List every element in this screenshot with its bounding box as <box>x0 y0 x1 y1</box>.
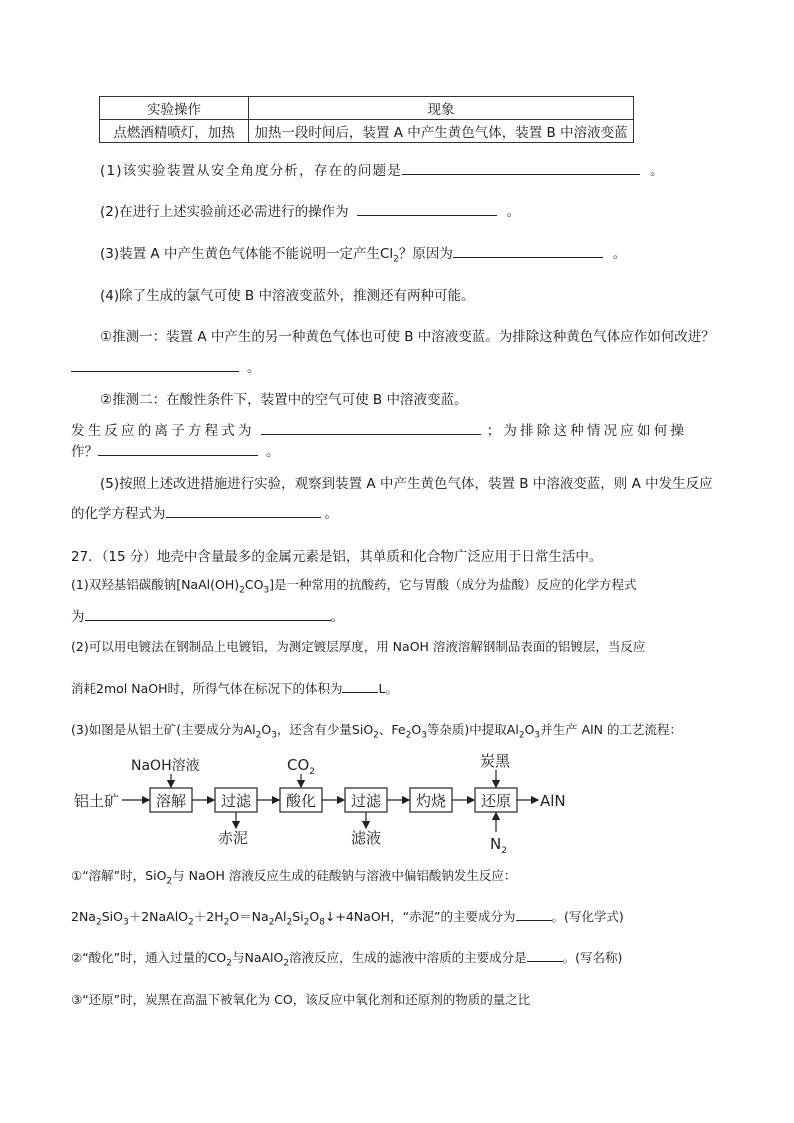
flow-step-label: 过滤 <box>350 792 382 810</box>
flow-output-filtrate: 滤液 <box>351 829 382 847</box>
question-text: ＋2H <box>193 909 224 924</box>
flow-step-label: 溶解 <box>155 792 187 810</box>
question-text: ↓+4NaOH，“赤泥”的主要成分为 <box>324 909 516 924</box>
question-27-1b <box>71 605 344 625</box>
period: 。 <box>506 204 521 220</box>
flow-step-label: 酸化 <box>285 792 317 810</box>
question-text: ]是一种常用的抗酸药，它与胃酸（成分为盐酸）反应的化学方程式 <box>269 577 637 592</box>
question-text: (1)该实验装置从安全角度分析，存在的问题是 <box>100 163 403 179</box>
sub-question-1-eq: $2Na_2SiO_3+2NaAlO_2+2H_2O=Na_2Al_2Si_2O_8↓+4NaOH$，“赤泥”的主要成分为 。(写化学式) <box>71 906 624 928</box>
answer-blank[interactable] <box>85 606 331 621</box>
question-text: ②“酸化”时，通入过量的CO <box>71 950 227 965</box>
period: 。 <box>330 609 344 625</box>
question-text: (1)双羟基铝碳酸钠[NaAl(OH) <box>71 577 240 592</box>
question-27-3: (3)如图是从铝土矿(主要成分为$Al_2O_3$，还含有少量SiO$_2$、$Fe_2O_3$等杂质)中提取$Al_2O_3$并生产 AlN 的工艺流程： <box>71 722 682 741</box>
question-text: 与NaAlO <box>231 950 284 965</box>
flow-end: AlN <box>540 792 566 810</box>
table-header-cell: 现象 <box>249 97 634 120</box>
question-text: 等杂质)中提取Al <box>426 722 519 737</box>
question-text: 2Na <box>71 909 96 924</box>
question-text: (3)装置 A 中产生黄色气体能不能说明一定产生Cl <box>100 246 394 262</box>
question-text: ；为排除这种情况应如何操 <box>486 423 688 439</box>
flow-output-mud: 赤泥 <box>218 829 249 847</box>
question-3: (3)装置 A 中产生黄色气体能不能说明一定产生$Cl_2$？原因为 。 <box>100 242 626 265</box>
answer-blank[interactable] <box>516 906 552 921</box>
question-text: ，还含有少量SiO <box>276 722 374 737</box>
question-4-2b <box>71 419 687 439</box>
observation-table <box>99 96 634 143</box>
process-flow-diagram <box>70 748 590 858</box>
flow-step-label: 过滤 <box>220 792 252 810</box>
question-4-2c <box>71 440 280 460</box>
table-cell: 加热一段时间后，装置 A 中产生黄色气体，装置 B 中溶液变蓝 <box>249 120 634 143</box>
question-text: Al <box>274 909 287 924</box>
question-text: (2)在进行上述实验前还必需进行的操作为 <box>100 204 349 220</box>
question-text: O <box>261 722 272 737</box>
question-text: ？原因为 <box>398 246 453 262</box>
question-text: O <box>524 722 535 737</box>
sub-question-1: ①“溶解”时，SiO$_2$与 NaOH 溶液反应生成的硅酸钠与溶液中偏铝酸钠发生反应： <box>71 868 517 887</box>
answer-blank[interactable] <box>357 201 497 216</box>
question-text: 。(写化学式) <box>551 909 624 924</box>
question-5: (5)按照上述改进措施进行实验，观察到装置 A 中产生黄色气体，装置 B 中溶液变蓝，则 A 中发生反应 <box>100 476 713 492</box>
answer-blank[interactable] <box>166 503 321 518</box>
question-27-title: 27．（15 分）地壳中含量最多的金属元素是铝，其单质和化合物广泛应用于日常生活中。 <box>71 549 603 565</box>
question-27-1: (1)双羟基铝碳酸钠$[NaAl(OH)_2CO_3]$是一种常用的抗酸药，它与胃酸（成分为盐酸）反应的化学方程式 <box>71 577 637 596</box>
question-text: ＋2NaAlO <box>128 909 189 924</box>
question-text: ①“溶解”时，SiO <box>71 868 167 883</box>
answer-blank[interactable] <box>261 420 481 435</box>
flow-step-label: 还原 <box>480 792 512 810</box>
flow-input-co2: $CO_2$ <box>287 756 316 777</box>
question-4: (4)除了生成的氯气可使 B 中溶液变蓝外，推测还有两种可能。 <box>100 288 475 304</box>
question-text: 。(写名称) <box>562 950 623 965</box>
flow-start: 铝土矿 <box>74 792 120 810</box>
period: 。 <box>612 246 627 262</box>
question-text: 的化学方程式为 <box>71 506 166 522</box>
table-cell: 点燃酒精喷灯，加热 <box>100 120 249 143</box>
question-5b <box>71 502 338 522</box>
question-1 <box>100 159 665 179</box>
question-text: O＝Na <box>229 909 269 924</box>
question-2 <box>100 200 520 220</box>
answer-blank[interactable] <box>98 441 258 456</box>
question-4-1-answer <box>71 356 261 376</box>
question-text: (3)如图是从铝土矿(主要成分为Al <box>71 722 256 737</box>
question-27-2b <box>71 678 398 697</box>
question-text: SiO <box>101 909 123 924</box>
period: 。 <box>650 163 665 179</box>
question-text: 消耗2mol NaOH时，所得气体在标况下的体积为 <box>71 681 343 696</box>
table-row <box>100 120 634 143</box>
question-text: 为 <box>71 609 85 625</box>
question-text: 作？ <box>71 444 98 460</box>
question-text: O <box>411 722 422 737</box>
answer-blank[interactable] <box>71 357 239 372</box>
question-text: O <box>309 909 320 924</box>
answer-blank[interactable] <box>342 678 378 693</box>
table-header-row <box>100 97 634 120</box>
flow-step-label: 灼烧 <box>415 792 447 810</box>
sub-question-2: ②“酸化”时，通入过量的$CO_2$与NaAlO$_2$溶液反应，生成的滤液中溶质的主要成分是 。(写名称) <box>71 947 622 969</box>
question-4-1: ①推测一：装置 A 中产生的另一种黄色气体也可使 B 中溶液变蓝。为排除这种黄色气体应作如何改进？ <box>100 329 715 345</box>
period: 。 <box>266 444 280 460</box>
flow-input-carbon: 炭黑 <box>480 752 511 770</box>
period: 。 <box>324 506 338 522</box>
answer-blank[interactable] <box>453 243 603 258</box>
question-4-2: ②推测二：在酸性条件下，装置中的空气可使 B 中溶液变蓝。 <box>100 392 468 408</box>
question-text: 溶液反应，生成的滤液中溶质的主要成分是 <box>289 950 527 965</box>
question-text: 与 NaOH 溶液反应生成的硅酸钠与溶液中偏铝酸钠发生反应： <box>172 868 517 883</box>
answer-blank[interactable] <box>402 160 640 175</box>
question-text: 发生反应的离子方程式为 <box>71 423 255 439</box>
flow-input-naoh: NaOH溶液 <box>131 758 200 774</box>
question-text: CO <box>244 577 264 592</box>
answer-blank[interactable] <box>527 947 563 962</box>
sub-question-3: ③“还原”时，炭黑在高温下被氧化为 CO，该反应中氧化剂和还原剂的物质的量之比 <box>71 992 531 1007</box>
question-text: 、Fe <box>378 722 406 737</box>
flow-input-n2: $N_2$ <box>490 835 507 856</box>
period: 。 <box>247 360 261 376</box>
question-text: Si <box>292 909 304 924</box>
table-header-cell: 实验操作 <box>100 97 249 120</box>
question-text: 并生产 AlN 的工艺流程： <box>540 722 682 737</box>
question-27-2: (2)可以用电镀法在钢制品上电镀铝，为测定镀层厚度，用 NaOH 溶液溶解钢制品表面的铝镀层，当反应 <box>71 639 646 654</box>
question-text: L。 <box>378 681 398 696</box>
